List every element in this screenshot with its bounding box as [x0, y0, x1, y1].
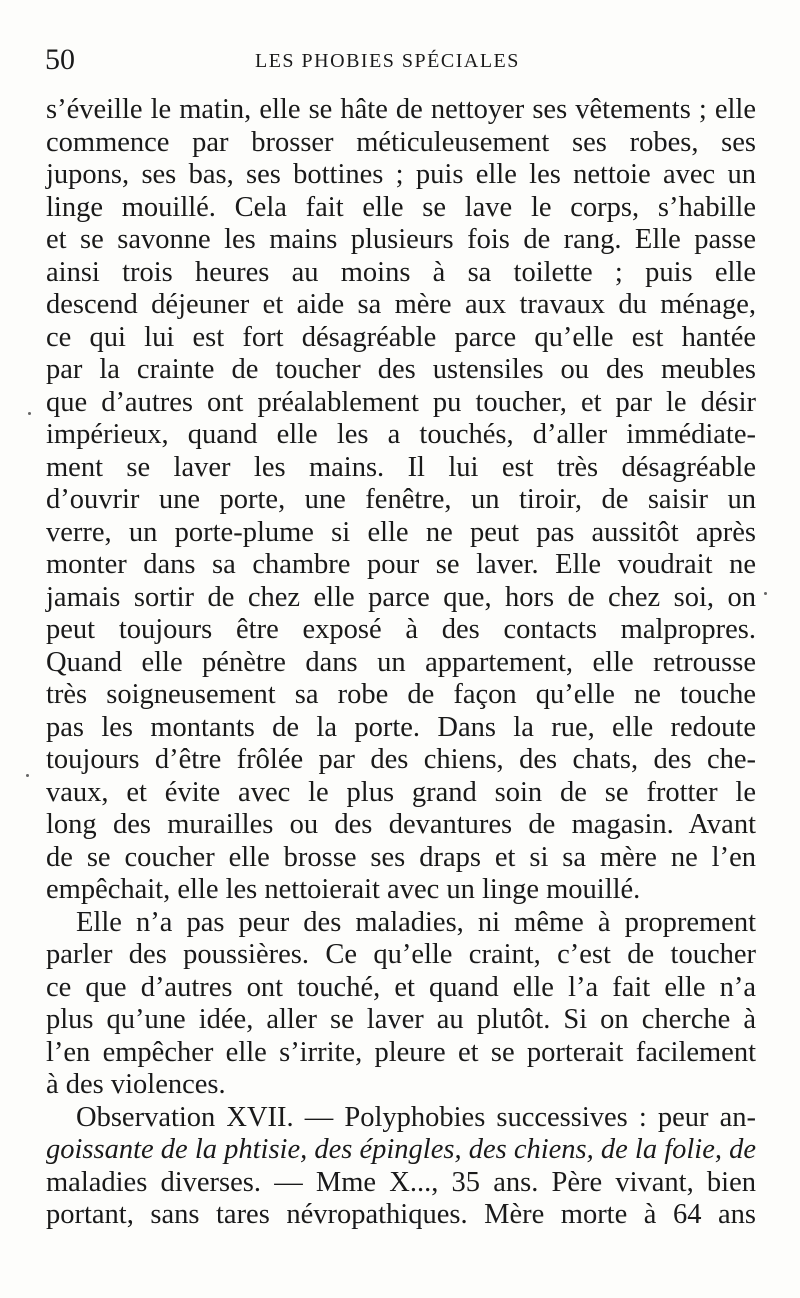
text-line: peut toujours être exposé à des contacts malpropres.	[46, 614, 756, 645]
text-line: goissante de la phtisie, des épingles, des chiens, de la folie, de	[46, 1134, 756, 1165]
text-line: vaux, et évite avec le plus grand soin de se frotter le	[46, 776, 756, 808]
text-line: maladies diverses. — Mme X..., 35 ans. Père vivant, bien	[46, 1166, 756, 1198]
text-line: parler des poussières. Ce qu’elle craint, c’est de toucher	[46, 939, 756, 970]
text-line: toujours d’être frôlée par des chiens, des chats, des che-	[46, 744, 756, 775]
text-line: très soigneusement sa robe de façon qu’elle ne touche	[46, 679, 756, 710]
text-line: Elle n’a pas peur des maladies, ni même à proprement	[76, 906, 756, 938]
running-title: LES PHOBIES SPÉCIALES	[255, 50, 520, 72]
observation-heading-line: Observation XVII. — Polyphobies successives : peur an-	[76, 1101, 756, 1133]
text-line: d’ouvrir une porte, une fenêtre, un tiroir, de saisir un	[46, 484, 756, 515]
page-number: 50	[45, 43, 75, 76]
margin-speck	[26, 774, 29, 777]
text-line: à des violences.	[46, 1069, 226, 1100]
text-line: commence par brosser méticuleusement ses robes, ses	[46, 126, 756, 158]
text-line: s’éveille le matin, elle se hâte de nettoyer ses vêtements ; elle	[46, 94, 756, 125]
text-line: empêchait, elle les nettoierait avec un linge mouillé.	[46, 874, 641, 905]
text-line: l’en empêcher elle s’irrite, pleure et se porterait facilement	[46, 1036, 756, 1068]
running-head	[45, 40, 755, 80]
text-line: ainsi trois heures au moins à sa toilette ; puis elle	[46, 256, 756, 288]
text-line: ce qui lui est fort désagréable parce qu’elle est hantée	[46, 321, 756, 353]
text-line: portant, sans tares névropathiques. Mère morte à 64 ans	[46, 1199, 756, 1230]
text-line: Quand elle pénètre dans un appartement, elle retrousse	[46, 646, 756, 678]
body-text	[46, 94, 756, 1232]
text-line: ment se laver les mains. Il lui est très désagréable	[46, 451, 756, 483]
text-line: long des murailles ou des devantures de magasin. Avant	[46, 809, 756, 840]
text-line: verre, un porte-plume si elle ne peut pas aussitôt après	[46, 516, 756, 548]
text-line: que d’autres ont préalablement pu toucher, et par le désir	[46, 386, 756, 418]
text-line: impérieux, quand elle les a touchés, d’aller immédiate-	[46, 419, 756, 450]
margin-speck	[28, 412, 31, 415]
text-line: plus qu’une idée, aller se laver au plutôt. Si on cherche à	[46, 1004, 756, 1035]
text-line: par la crainte de toucher des ustensiles ou des meubles	[46, 354, 756, 385]
text-line: jupons, ses bas, ses bottines ; puis elle les nettoie avec un	[46, 159, 756, 190]
text-line: linge mouillé. Cela fait elle se lave le corps, s’habille	[46, 191, 756, 223]
text-line: descend déjeuner et aide sa mère aux travaux du ménage,	[46, 289, 756, 320]
text-line: monter dans sa chambre pour se laver. Elle voudrait ne	[46, 549, 756, 580]
margin-speck	[764, 592, 767, 595]
text-line: de se coucher elle brosse ses draps et si sa mère ne l’en	[46, 841, 756, 873]
text-line: et se savonne les mains plusieurs fois de rang. Elle passe	[46, 224, 756, 255]
text-line: ce que d’autres ont touché, et quand elle l’a fait elle n’a	[46, 971, 756, 1003]
text-line: jamais sortir de chez elle parce que, hors de chez soi, on	[46, 581, 756, 613]
text-line: pas les montants de la porte. Dans la rue, elle redoute	[46, 711, 756, 743]
